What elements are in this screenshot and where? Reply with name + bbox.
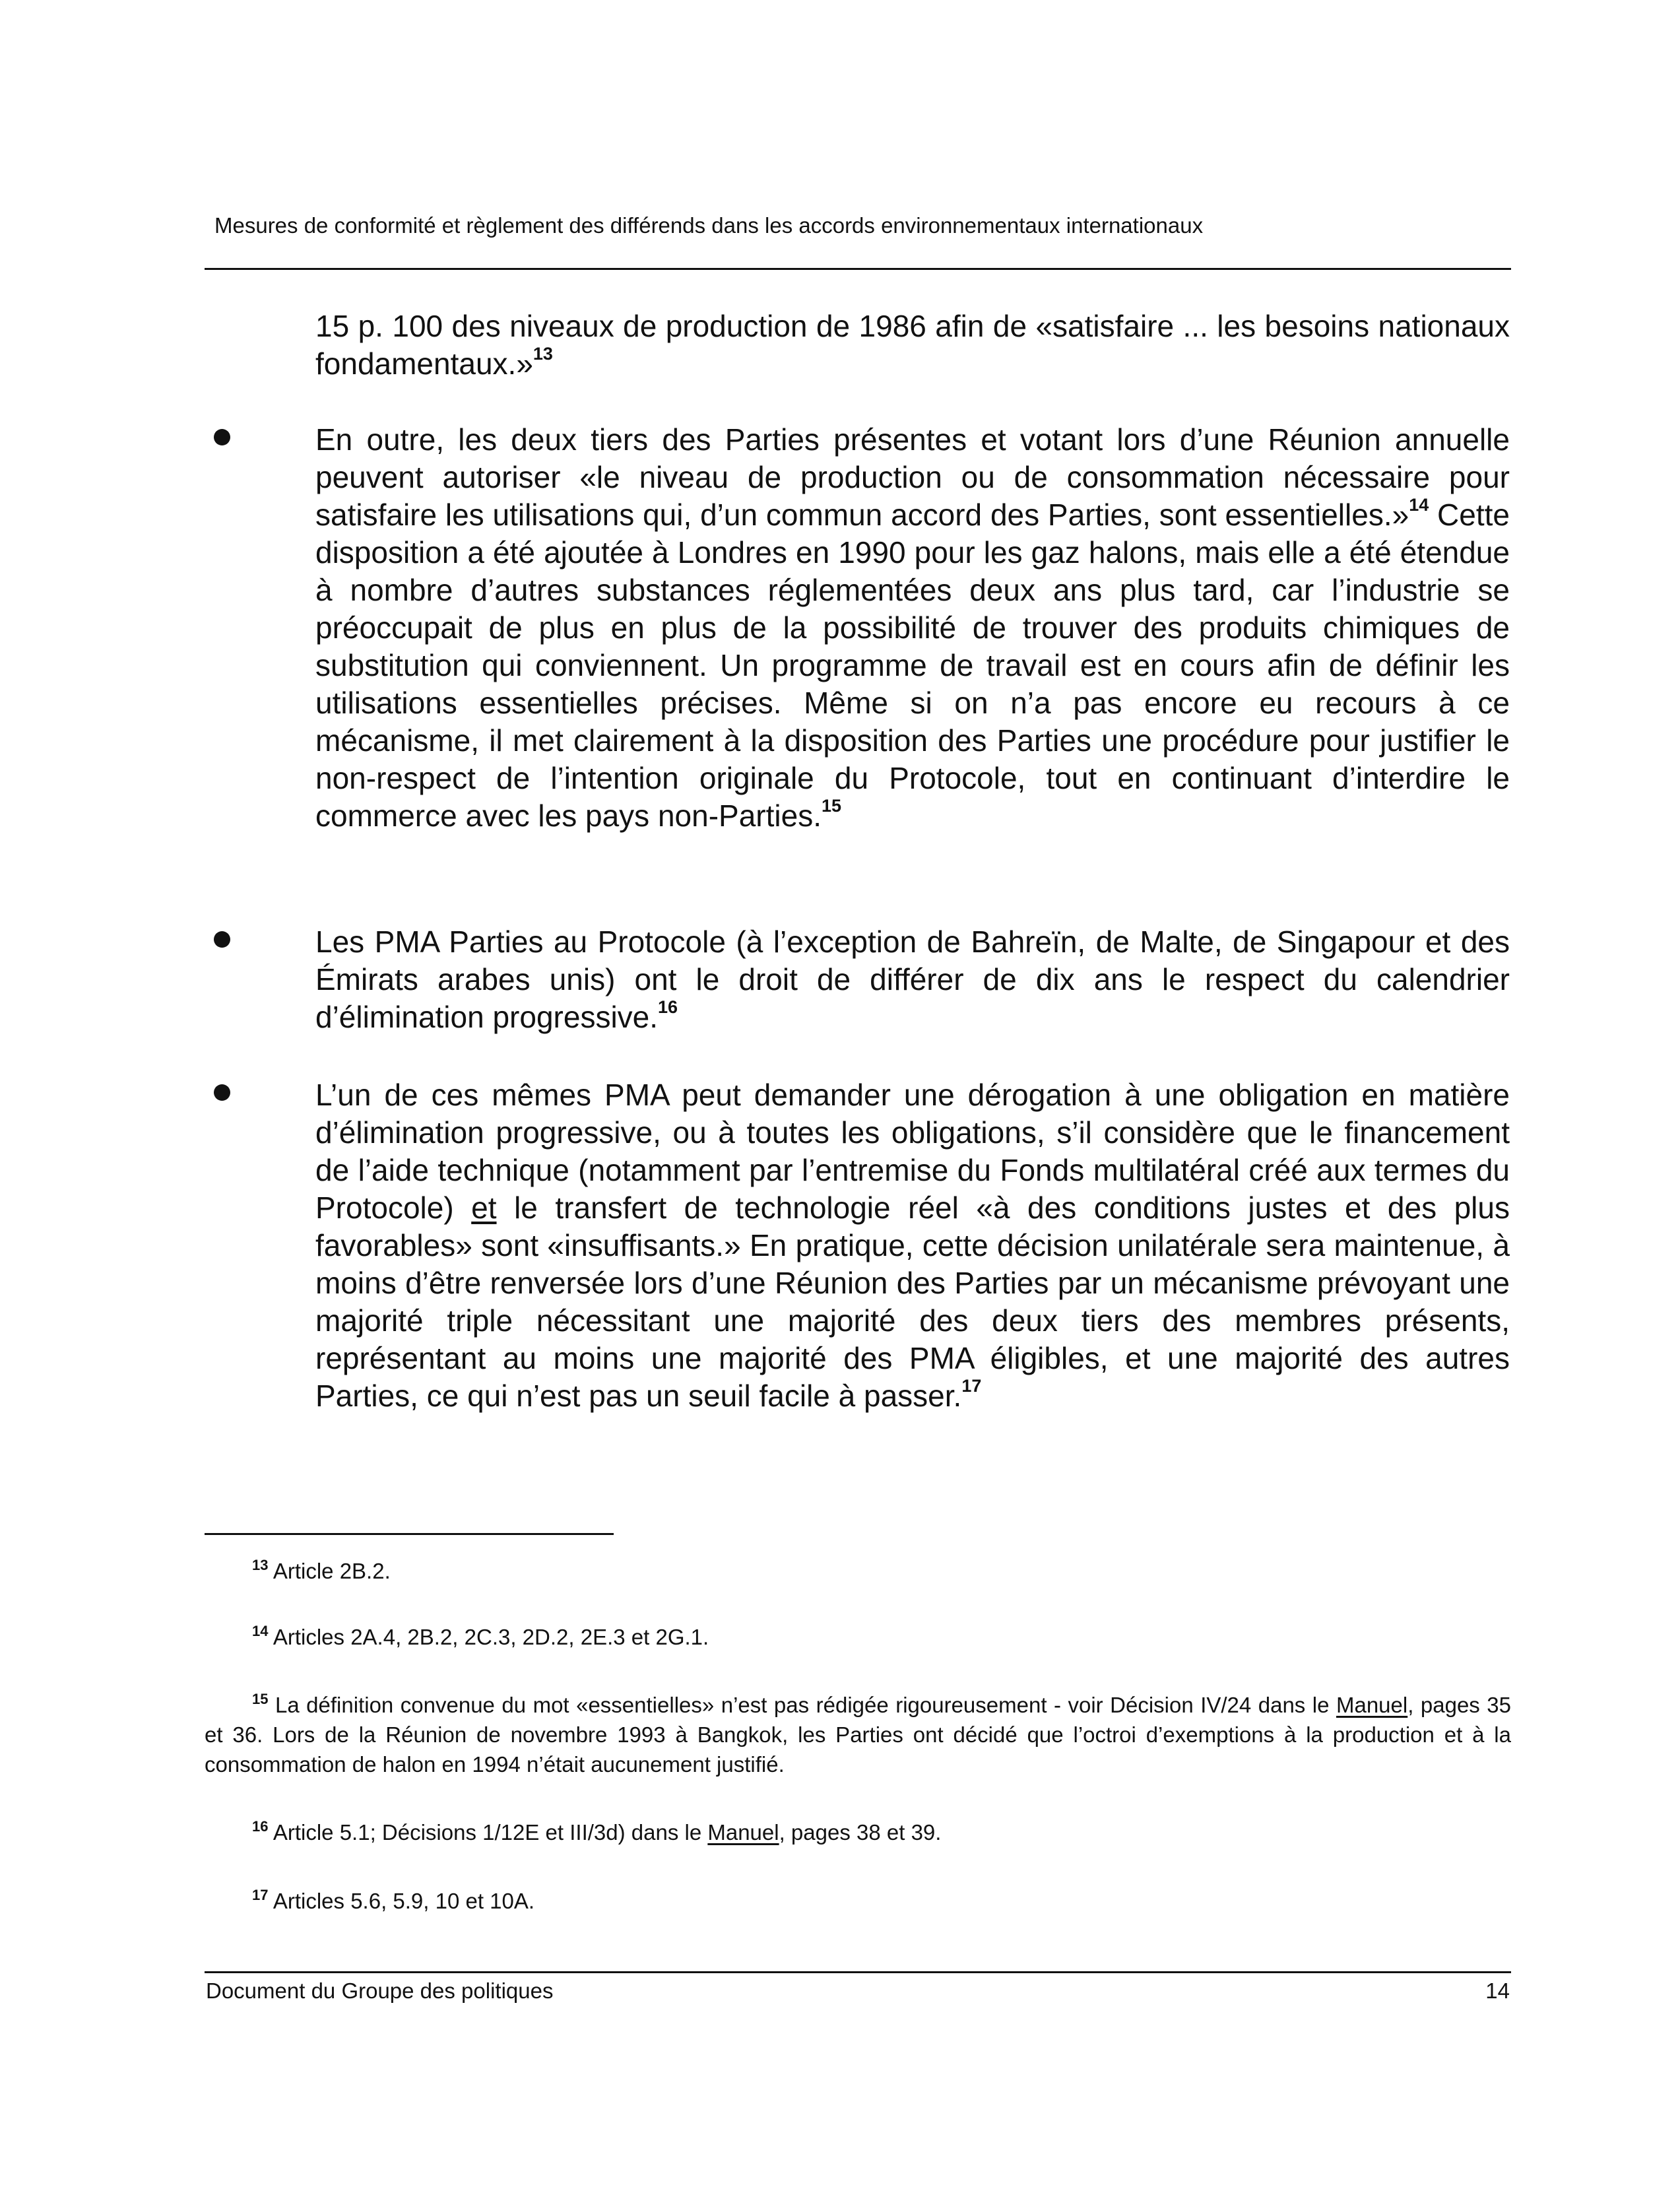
footnote-separator — [205, 1533, 614, 1535]
running-header: Mesures de conformité et règlement des différends dans les accords environnementaux internationaux — [214, 213, 1204, 238]
bullet-icon — [214, 429, 230, 445]
bullet-text: Cette disposition a été ajoutée à Londres en 1990 pour les gaz halons, mais elle a été étendue à nombre d’autres substances réglementées deux ans plus tard, car l’industrie se préoccupait de plus en plus de la possibilité de trouver des produits chimiques de substitution qui conviennent. Un programme de travail est en cours afin de définir les utilisations essentielles précises. Même si on n’a pas encore eu recours à ce mécanisme, il met clairement à la disposition des Parties une procédure pour justifier le non-respect de l’intention originale du Protocole, tout en continuant d’interdire le commerce avec les pays non-Parties. — [315, 498, 1510, 833]
bullet-paragraph-lda-delay — [315, 923, 1510, 1036]
footnote-text: Article 5.1; Décisions 1/12E et III/3d) dans le — [273, 1820, 708, 1845]
continuation-paragraph — [315, 308, 1510, 383]
footnote-number: 15 — [252, 1691, 269, 1707]
footnote-number: 14 — [252, 1623, 269, 1639]
page-number: 14 — [1485, 1978, 1510, 2003]
footnote-17 — [252, 1886, 1511, 1916]
footnote-number: 17 — [252, 1887, 269, 1903]
bullet-icon — [214, 931, 230, 948]
header-rule — [205, 268, 1511, 270]
footer-rule — [205, 1971, 1511, 1973]
footer-document-label: Document du Groupe des politiques — [206, 1978, 554, 2003]
footnote-number: 13 — [252, 1557, 269, 1573]
footnote-number: 16 — [252, 1818, 269, 1835]
footnote-15 — [205, 1690, 1511, 1779]
underlined-word: et — [471, 1191, 497, 1225]
manual-link[interactable]: Manuel — [1336, 1693, 1408, 1717]
footnote-ref-16[interactable]: 16 — [658, 997, 678, 1017]
footnote-text: , pages 38 et 39. — [779, 1820, 942, 1845]
bullet-text: L’un de ces mêmes PMA peut demander une dérogation à une obligation en matière d’élimination progressive, ou à toutes les obligations, s’il considère que le financement de l’aide technique (notamment par l’entremise du Fonds multilatéral créé aux termes du Protocole) — [315, 1078, 1510, 1225]
footnote-text: La définition convenue du mot «essentielles» n’est pas rédigée rigoureusement - voir Décision IV/24 dans le — [275, 1693, 1336, 1717]
bullet-paragraph-derogation — [315, 1076, 1510, 1415]
footnote-text: Articles 5.6, 5.9, 10 et 10A. — [273, 1889, 535, 1913]
footnote-text: Articles 2A.4, 2B.2, 2C.3, 2D.2, 2E.3 et 2G.1. — [273, 1625, 709, 1649]
bullet-paragraph-essential-uses — [315, 421, 1510, 835]
footnote-13 — [252, 1556, 1511, 1586]
bullet-text: Les PMA Parties au Protocole (à l’exception de Bahreïn, de Malte, de Singapour et des Émirats arabes unis) ont le droit de différer de dix ans le respect du calendrier d’élimination progressive. — [315, 925, 1510, 1034]
footnote-ref-15[interactable]: 15 — [821, 796, 842, 816]
continuation-text: 15 p. 100 des niveaux de production de 1986 afin de «satisfaire ... les besoins nationaux fondamentaux.» — [315, 309, 1510, 381]
manual-link[interactable]: Manuel — [707, 1820, 779, 1845]
footnote-ref-13[interactable]: 13 — [533, 344, 553, 364]
footnote-text: Article 2B.2. — [273, 1559, 391, 1583]
footnote-ref-14[interactable]: 14 — [1409, 495, 1429, 515]
footnote-ref-17[interactable]: 17 — [961, 1376, 982, 1396]
bullet-text: En outre, les deux tiers des Parties présentes et votant lors d’une Réunion annuelle peuvent autoriser «le niveau de production ou de consommation nécessaire pour satisfaire les utilisations qui, d’un commun accord des Parties, sont essentielles.» — [315, 422, 1510, 532]
footnote-14 — [252, 1622, 1511, 1652]
footnote-16 — [252, 1817, 1511, 1847]
footnote-text: , pages 35 et 36. Lors de la Réunion de novembre 1993 à Bangkok, les Parties ont décidé que l’octroi d’exemptions à la production et à la consommation de halon en 1994 n’était aucunement justifié. — [205, 1693, 1511, 1777]
bullet-icon — [214, 1084, 230, 1101]
bullet-text: le transfert de technologie réel «à des conditions justes et des plus favorables» sont «insuffisants.» En pratique, cette décision unilatérale sera maintenue, à moins d’être renversée lors d’une Réunion des Parties par un mécanisme prévoyant une majorité triple nécessitant une majorité des deux tiers des membres présents, représentant au moins une majorité des PMA éligibles, et une majorité des autres Parties, ce qui n’est pas un seuil facile à passer. — [315, 1191, 1510, 1413]
